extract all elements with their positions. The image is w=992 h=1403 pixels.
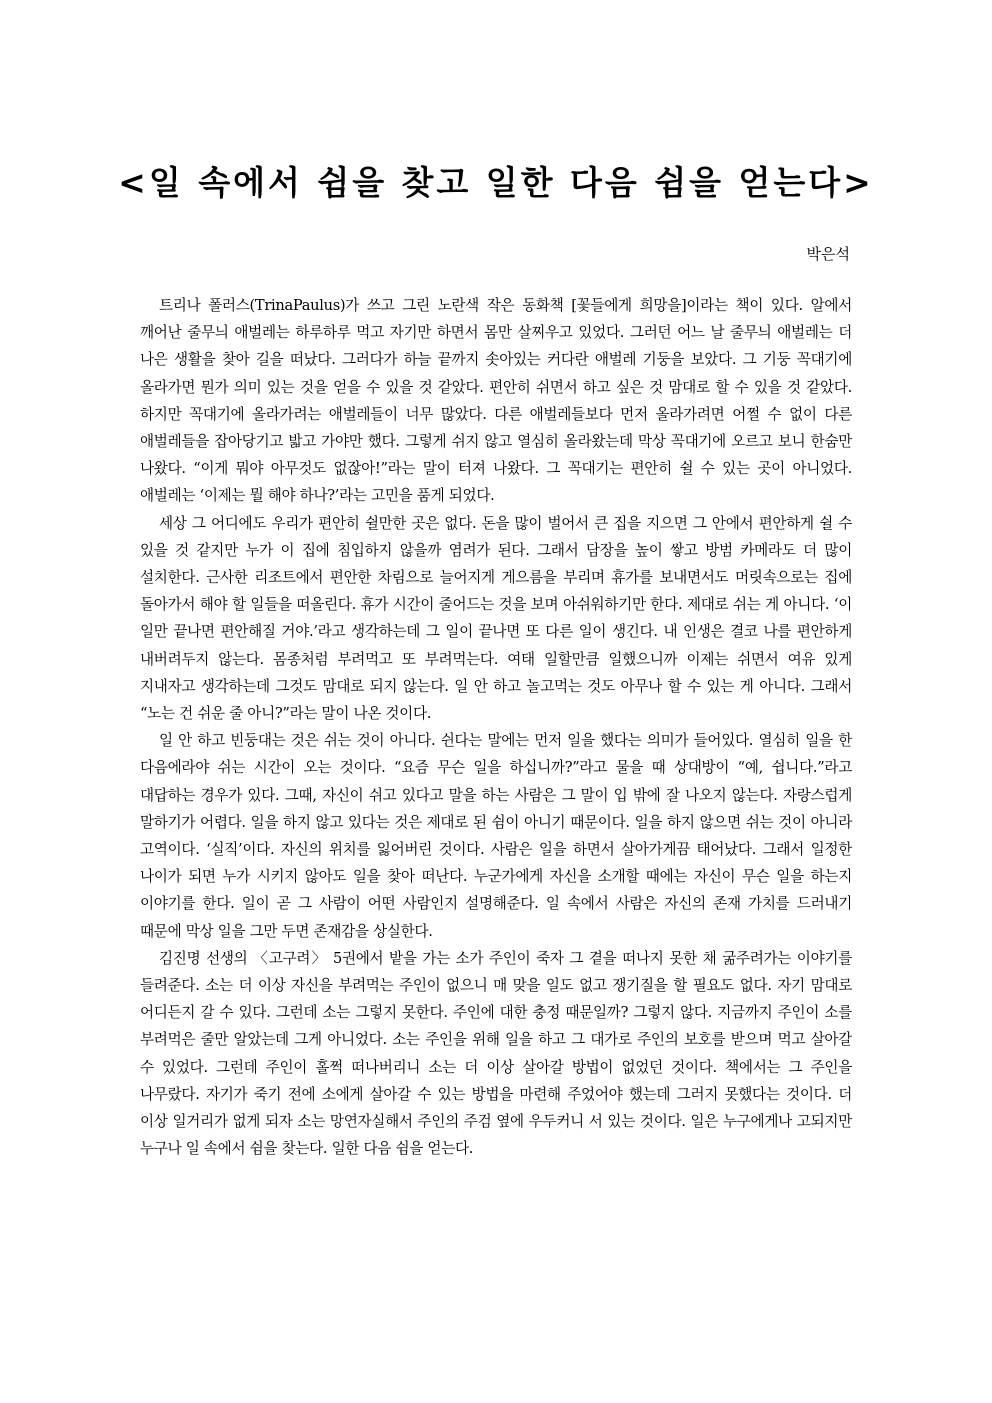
paragraph: 일 안 하고 빈둥대는 것은 쉬는 것이 아니다. 쉰다는 말에는 먼저 일을 했다는 의미가 들어있다. 열심히 일을 한 다음에라야 쉬는 시간이 오는 것이다. “요즘 무슨 일을 하십니까?”라고 물을 때 상대방이 “예, 쉽니다.”라고 대답하는 경우가 있다. 그때, 자신이 쉬고 있다고 말을 하는 사람은 그 말이 입 밖에 잘 나오지 않는다. 자랑스럽게 말하기가 어렵다. 일을 하지 않고 있다는 것은 제대로 된 쉼이 아니기 때문이다. 일을 하지 않으면 쉬는 것이 아니라 고역이다. ‘실직’이다. 자신의 위치를 잃어버린 것이다. 사람은 일을 하면서 살아가게끔 태어났다. 그래서 일정한 나이가 되면 누가 시키지 않아도 일을 찾아 떠난다. 누군가에게 자신을 소개할 때에는 자신이 무슨 일을 하는지 이야기를 한다. 일이 곧 그 사람이 어떤 사람인지 설명해준다. 일 속에서 사람은 자신의 존재 가치를 드러내기 때문에 막상 일을 그만 두면 존재감을 상실한다. [140,732,852,940]
document-title: <일 속에서 쉼을 찾고 일한 다음 쉼을 얻는다> [118,163,874,202]
author-name: 박은석 [806,245,850,263]
body-text [140,292,852,1163]
paragraph: 김진명 선생의 〈고구려〉 5권에서 밭을 가는 소가 주인이 죽자 그 곁을 떠나지 못한 채 굶주려가는 이야기를 들려준다. 소는 더 이상 자신을 부려먹는 주인이 없으니 매 맞을 일도 없고 쟁기질을 할 필요도 없다. 자기 맘대로 어디든지 갈 수 있다. 그런데 소는 그렇지 못한다. 주인에 대한 충정 때문일까? 그렇지 않다. 지금까지 주인이 소를 부려먹은 줄만 알았는데 그게 아니었다. 소는 주인을 위해 일을 하고 그 대가로 주인의 보호를 받으며 먹고 살아갈 수 있었다. 그런데 주인이 홀쩍 떠나버리니 소는 더 이상 살아갈 방법이 없었던 것이다. 책에서는 그 주인을 나무랐다. 자기가 죽기 전에 소에게 살아갈 수 있는 방법을 마련해 주었어야 했는데 그러지 못했다는 것이다. 더 이상 일거리가 없게 되자 소는 망연자실해서 주인의 주검 옆에 우두커니 서 있는 것이다. 일은 누구에게나 고되지만 누구나 일 속에서 쉼을 찾는다. 일한 다음 쉼을 얻는다. [140,949,853,1158]
paragraph: 트리나 폴러스(TrinaPaulus)가 쓰고 그린 노란색 작은 동화책 [꽃들에게 희망을]이라는 책이 있다. 알에서 깨어난 줄무늬 애벌레는 하루하루 먹고 자기만 하면서 몸만 살찌우고 있었다. 그러던 어느 날 줄무늬 애벌레는 더 나은 생활을 찾아 길을 떠났다. 그러다가 하늘 끝까지 솟아있는 커다란 애벌레 기둥을 보았다. 그 기둥 꼭대기에 올라가면 뭔가 의미 있는 것을 얻을 수 있을 것 같았다. 편안히 쉬면서 하고 싶은 것 맘대로 할 수 있을 것 같았다. 하지만 꼭대기에 올라가려는 애벌레들이 너무 많았다. 다른 애벌레들보다 먼저 올라가려면 어쩔 수 없이 다른 애벌레들을 잡아당기고 밟고 가야만 했다. 그렇게 쉬지 않고 열심히 올라왔는데 막상 꼭대기에 오르고 보니 한숨만 나왔다. “이게 뭐야 아무것도 없잖아!”라는 말이 터져 나왔다. 그 꼭대기는 편안히 쉴 수 있는 곳이 아니었다. 애벌레는 ‘이제는 뭘 해야 하나?’라는 고민을 품게 되었다. [140,297,853,505]
paragraph: 세상 그 어디에도 우리가 편안히 쉴만한 곳은 없다. 돈을 많이 벌어서 큰 집을 지으면 그 안에서 편안하게 쉴 수 있을 것 같지만 누가 이 집에 침입하지 않을까 염려가 된다. 그래서 담장을 높이 쌓고 방범 카메라도 더 많이 설치한다. 근사한 리조트에서 편안한 차림으로 늘어지게 게으름을 부리며 휴가를 보내면서도 머릿속으로는 집에 돌아가서 해야 할 일들을 떠올린다. 휴가 시간이 줄어드는 것을 보며 아쉬워하기만 한다. 제대로 쉬는 게 아니다. ‘이 일만 끝나면 편안해질 거야.’라고 생각하는데 그 일이 끝나면 또 다른 일이 생긴다. 내 인생은 결코 나를 편안하게 내버려두지 않는다. 몸종처럼 부려먹고 또 부려먹는다. 여태 일할만큼 일했으니까 이제는 쉬면서 여유 있게 지내자고 생각하는데 그것도 맘대로 되지 않는다. 일 안 하고 놀고먹는 것도 아무나 할 수 있는 게 아니다. 그래서 “노는 건 쉬운 줄 아니?”라는 말이 나온 것이다. [140,514,852,723]
